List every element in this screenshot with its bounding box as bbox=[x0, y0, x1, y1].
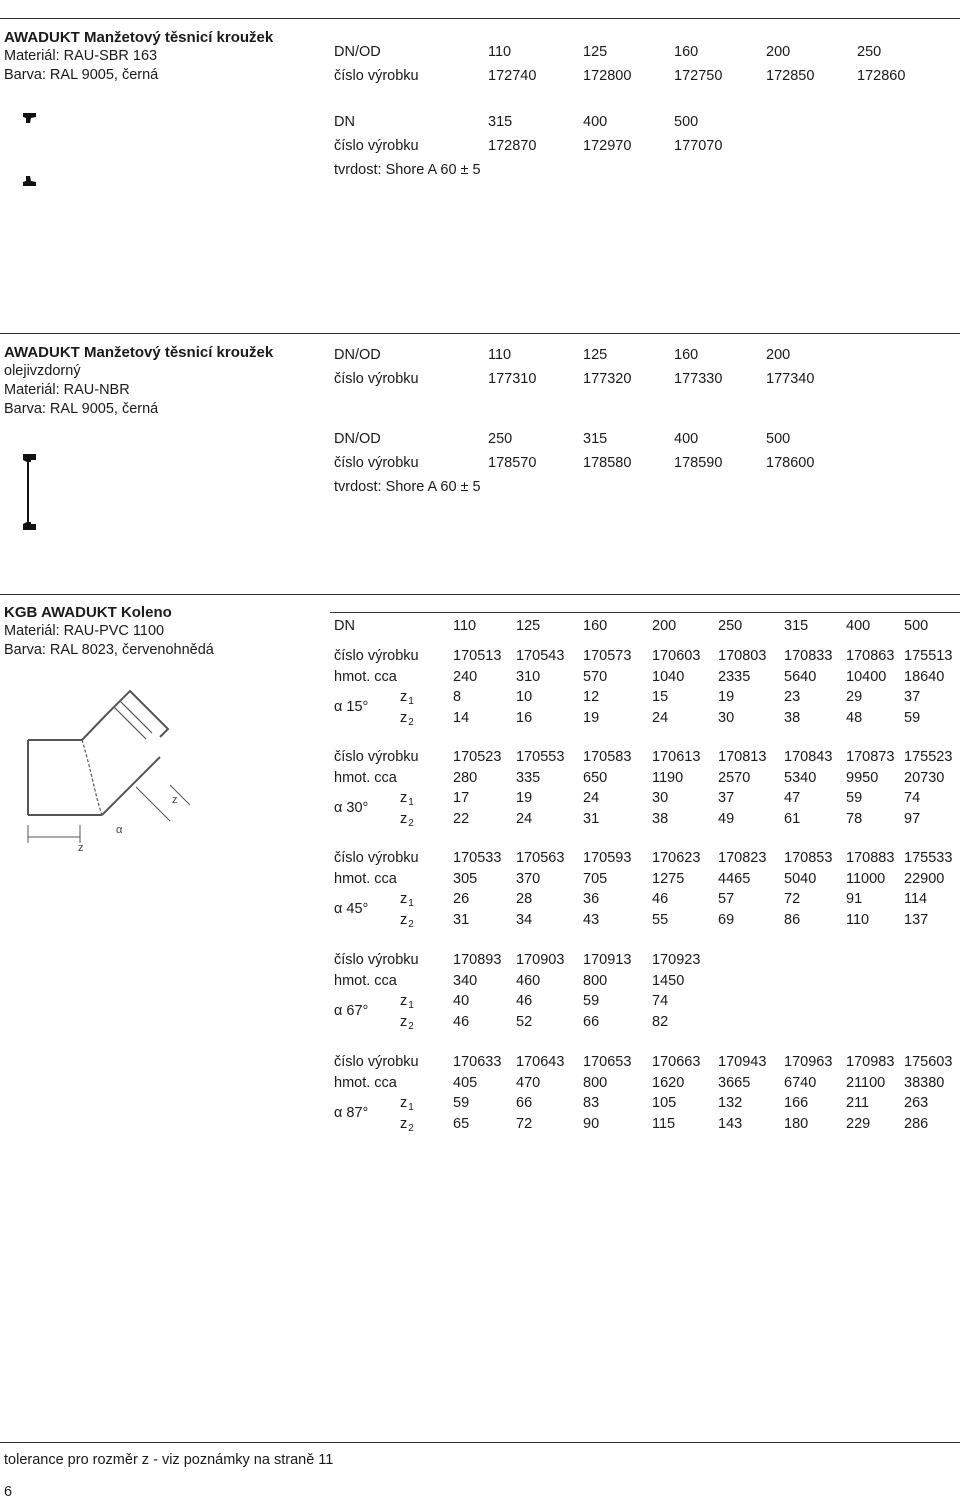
cell: 59 bbox=[846, 790, 863, 806]
cell: 170623 bbox=[652, 850, 701, 866]
cell: 46 bbox=[453, 1013, 470, 1030]
z2-label bbox=[400, 809, 414, 831]
cell: 335 bbox=[516, 769, 541, 786]
cell: 83 bbox=[583, 1095, 600, 1111]
cell: 170643 bbox=[516, 1054, 565, 1070]
row-label: číslo výrobku bbox=[334, 68, 419, 84]
cell: 160 bbox=[674, 347, 699, 363]
dn-value: 400 bbox=[846, 618, 871, 634]
cell: 30 bbox=[718, 709, 735, 726]
cell: 170593 bbox=[583, 850, 632, 866]
cell: 460 bbox=[516, 972, 541, 989]
cell: 74 bbox=[652, 993, 669, 1009]
row-label: číslo výrobku bbox=[334, 749, 419, 765]
z-letter: z bbox=[400, 1013, 408, 1030]
z-subscript: 2 bbox=[408, 1122, 414, 1134]
cell: 125 bbox=[583, 44, 608, 60]
section2-subtitle: olejivzdorný bbox=[4, 363, 81, 379]
row-label: číslo výrobku bbox=[334, 1054, 419, 1070]
cell: 110 bbox=[488, 347, 512, 363]
cell: 9950 bbox=[846, 769, 879, 786]
cell: 5040 bbox=[784, 870, 817, 887]
z-subscript: 1 bbox=[408, 797, 414, 808]
elbow-bend-diagram bbox=[20, 685, 200, 855]
cell: 23 bbox=[784, 689, 801, 705]
cell: 48 bbox=[846, 709, 863, 726]
cell: 405 bbox=[453, 1074, 478, 1091]
cell: 8 bbox=[453, 689, 462, 705]
cell: 1620 bbox=[652, 1074, 685, 1091]
z-subscript: 2 bbox=[408, 1020, 414, 1032]
z-letter: z bbox=[400, 689, 408, 705]
divider-top bbox=[0, 18, 960, 19]
dn-value: 200 bbox=[652, 618, 677, 634]
cell: 650 bbox=[583, 769, 608, 786]
section3-material: Materiál: RAU-PVC 1100 bbox=[4, 623, 165, 639]
cell: 36 bbox=[583, 891, 600, 907]
cell: 59 bbox=[583, 993, 600, 1009]
diagram-label-alpha: α bbox=[116, 824, 123, 836]
cell: 500 bbox=[674, 114, 699, 130]
row-label: číslo výrobku bbox=[334, 138, 419, 154]
cell: 310 bbox=[516, 668, 541, 685]
cell: 46 bbox=[652, 891, 669, 907]
cell: 17 bbox=[453, 790, 470, 806]
cell: 15 bbox=[652, 689, 669, 705]
divider-3 bbox=[0, 594, 960, 595]
dn-value: 315 bbox=[784, 618, 809, 634]
cell: 172970 bbox=[583, 138, 632, 154]
row-label: číslo výrobku bbox=[334, 850, 419, 866]
cell: 72 bbox=[784, 891, 801, 907]
z-letter: z bbox=[400, 709, 408, 726]
cell: 172750 bbox=[674, 68, 723, 84]
section2-color: Barva: RAL 9005, černá bbox=[4, 401, 159, 417]
cell: 55 bbox=[652, 911, 669, 928]
z-subscript: 1 bbox=[408, 898, 414, 909]
cell: 400 bbox=[674, 431, 699, 447]
cell: 286 bbox=[904, 1115, 929, 1132]
cell: 114 bbox=[904, 891, 928, 907]
cell: 125 bbox=[583, 347, 608, 363]
cell: 170833 bbox=[784, 648, 833, 664]
section3-color: Barva: RAL 8023, červenohnědá bbox=[4, 642, 214, 658]
cell: 61 bbox=[784, 810, 801, 827]
diagram-label-z1: z bbox=[78, 842, 84, 854]
cell: 5340 bbox=[784, 769, 817, 786]
cell: 370 bbox=[516, 870, 541, 887]
cell: 200 bbox=[766, 44, 791, 60]
z-letter: z bbox=[400, 993, 408, 1009]
cell: 500 bbox=[766, 431, 791, 447]
section1-description bbox=[4, 28, 273, 85]
cell: 172850 bbox=[766, 68, 815, 84]
cell: 170963 bbox=[784, 1054, 833, 1070]
divider-footer bbox=[0, 1442, 960, 1443]
cell: 43 bbox=[583, 911, 600, 928]
cell: 115 bbox=[652, 1115, 676, 1132]
cell: 178580 bbox=[583, 455, 632, 471]
section2-material: Materiál: RAU-NBR bbox=[4, 382, 130, 398]
cell: 97 bbox=[904, 810, 921, 827]
z-letter: z bbox=[400, 1095, 408, 1111]
cell: 5640 bbox=[784, 668, 817, 685]
cell: 170583 bbox=[583, 749, 632, 765]
cell: 305 bbox=[453, 870, 478, 887]
cell: 177320 bbox=[583, 371, 632, 387]
cell: 78 bbox=[846, 810, 863, 827]
cell: 110 bbox=[846, 911, 870, 928]
z2-label bbox=[400, 1012, 414, 1034]
cell: 6740 bbox=[784, 1074, 817, 1091]
row-label: DN/OD bbox=[334, 347, 381, 363]
cell: 170843 bbox=[784, 749, 833, 765]
cell: 11000 bbox=[846, 870, 886, 887]
elbow-socket-outline bbox=[28, 740, 102, 815]
z1-label bbox=[400, 889, 414, 911]
z-letter: z bbox=[400, 891, 408, 907]
cell: 91 bbox=[846, 891, 863, 907]
angle-label: α 45° bbox=[334, 901, 369, 917]
row-label: číslo výrobku bbox=[334, 952, 419, 968]
divider-dn-header bbox=[330, 612, 960, 613]
cell: 19 bbox=[583, 709, 600, 726]
z1-label bbox=[400, 991, 414, 1013]
cell: 315 bbox=[488, 114, 513, 130]
diagram-label-z2: z bbox=[172, 794, 178, 806]
cell: 22 bbox=[453, 810, 470, 827]
cell: 170983 bbox=[846, 1054, 895, 1070]
z2-label bbox=[400, 708, 414, 730]
cell: 49 bbox=[718, 810, 735, 827]
z-letter: z bbox=[400, 911, 408, 928]
cell: 250 bbox=[488, 431, 513, 447]
cell: 170553 bbox=[516, 749, 565, 765]
cell: 315 bbox=[583, 431, 608, 447]
row-label: DN bbox=[334, 114, 355, 130]
cell: 200 bbox=[766, 347, 791, 363]
dimension-line-z2 bbox=[136, 785, 190, 821]
row-label: hmot. cca bbox=[334, 769, 397, 786]
cell: 263 bbox=[904, 1095, 929, 1111]
z-letter: z bbox=[400, 810, 408, 827]
row-label: číslo výrobku bbox=[334, 371, 419, 387]
cell: 3665 bbox=[718, 1074, 751, 1091]
cell: 105 bbox=[652, 1095, 677, 1111]
cell: 66 bbox=[583, 1013, 600, 1030]
cell: 38 bbox=[652, 810, 669, 827]
cell: 29 bbox=[846, 689, 863, 705]
section2-description bbox=[4, 343, 273, 419]
z2-label bbox=[400, 910, 414, 932]
cell: 570 bbox=[583, 668, 608, 685]
cell: 12 bbox=[583, 689, 600, 705]
cell: 2335 bbox=[718, 668, 751, 685]
cell: 180 bbox=[784, 1115, 809, 1132]
cell: 178600 bbox=[766, 455, 815, 471]
page-number: 6 bbox=[4, 1484, 13, 1500]
cell: 170633 bbox=[453, 1054, 502, 1070]
cell: 177340 bbox=[766, 371, 815, 387]
cell: 40 bbox=[453, 993, 470, 1009]
section2-title: AWADUKT Manžetový těsnicí kroužek bbox=[4, 344, 274, 361]
cell: 38 bbox=[784, 709, 801, 726]
cell: 65 bbox=[453, 1115, 470, 1132]
cell: 20730 bbox=[904, 769, 945, 786]
row-label: hmot. cca bbox=[334, 1074, 397, 1091]
z1-label bbox=[400, 1093, 414, 1115]
cell: 170943 bbox=[718, 1054, 767, 1070]
dimension-line-z1 bbox=[28, 825, 80, 843]
section3-title: KGB AWADUKT Koleno bbox=[4, 604, 172, 621]
cell: 470 bbox=[516, 1074, 541, 1091]
cell: 10400 bbox=[846, 668, 887, 685]
cell: 166 bbox=[784, 1095, 809, 1111]
cell: 170543 bbox=[516, 648, 565, 664]
cell: 31 bbox=[453, 911, 470, 928]
divider-2 bbox=[0, 333, 960, 334]
cell: 28 bbox=[516, 891, 533, 907]
cell: 1190 bbox=[652, 769, 684, 786]
z1-label bbox=[400, 687, 414, 709]
cell: 1040 bbox=[652, 668, 685, 685]
z1-label bbox=[400, 788, 414, 810]
cell: 37 bbox=[904, 689, 921, 705]
cell: 170813 bbox=[718, 749, 767, 765]
cell: 170653 bbox=[583, 1054, 632, 1070]
cell: 19 bbox=[718, 689, 735, 705]
cell: 26 bbox=[453, 891, 470, 907]
cell: 170513 bbox=[453, 648, 502, 664]
dn-label: DN bbox=[334, 618, 355, 634]
cell: 38380 bbox=[904, 1074, 945, 1091]
cell: 30 bbox=[652, 790, 669, 806]
cell: 170863 bbox=[846, 648, 895, 664]
cell: 172740 bbox=[488, 68, 537, 84]
cell: 1275 bbox=[652, 870, 685, 887]
z-subscript: 2 bbox=[408, 918, 414, 930]
cell: 280 bbox=[453, 769, 478, 786]
cell: 19 bbox=[516, 790, 533, 806]
section2-hardness: tvrdost: Shore A 60 ± 5 bbox=[334, 479, 481, 495]
cell: 90 bbox=[583, 1115, 600, 1132]
cell: 175513 bbox=[904, 648, 953, 664]
cell: 177070 bbox=[674, 138, 723, 154]
cell: 72 bbox=[516, 1115, 533, 1132]
section3-description bbox=[4, 603, 214, 660]
cell: 170613 bbox=[652, 749, 701, 765]
cell: 177310 bbox=[488, 371, 537, 387]
cell: 400 bbox=[583, 114, 608, 130]
cell: 170903 bbox=[516, 952, 565, 968]
footer-note: tolerance pro rozměr z - viz poznámky na straně 11 bbox=[4, 1452, 334, 1468]
cell: 211 bbox=[846, 1095, 870, 1111]
cell: 170923 bbox=[652, 952, 701, 968]
dn-value: 500 bbox=[904, 618, 929, 634]
cell: 160 bbox=[674, 44, 699, 60]
cell: 170803 bbox=[718, 648, 767, 664]
z-subscript: 1 bbox=[408, 1102, 414, 1113]
cell: 4465 bbox=[718, 870, 751, 887]
cell: 57 bbox=[718, 891, 735, 907]
z-subscript: 2 bbox=[408, 716, 414, 728]
cell: 47 bbox=[784, 790, 801, 806]
dn-value: 160 bbox=[583, 618, 608, 634]
cell: 172870 bbox=[488, 138, 537, 154]
cell: 21100 bbox=[846, 1074, 886, 1091]
oil-resistant-seal-profile-icon bbox=[20, 452, 42, 532]
cell: 175533 bbox=[904, 850, 953, 866]
cell: 69 bbox=[718, 911, 735, 928]
cell: 340 bbox=[453, 972, 478, 989]
cell: 24 bbox=[516, 810, 533, 827]
dn-value: 110 bbox=[453, 618, 477, 634]
section1-title: AWADUKT Manžetový těsnicí kroužek bbox=[4, 29, 274, 46]
cell: 178570 bbox=[488, 455, 537, 471]
cell: 10 bbox=[516, 689, 533, 705]
cell: 170883 bbox=[846, 850, 895, 866]
seal-ring-profile-icon bbox=[20, 108, 42, 193]
cell: 66 bbox=[516, 1095, 533, 1111]
row-label: číslo výrobku bbox=[334, 455, 419, 471]
row-label: DN/OD bbox=[334, 431, 381, 447]
angle-label: α 30° bbox=[334, 800, 369, 816]
cell: 705 bbox=[583, 870, 608, 887]
cell: 2570 bbox=[718, 769, 751, 786]
cell: 170663 bbox=[652, 1054, 701, 1070]
cell: 170603 bbox=[652, 648, 701, 664]
cell: 86 bbox=[784, 911, 801, 928]
cell: 24 bbox=[583, 790, 600, 806]
elbow-curve bbox=[82, 740, 102, 815]
cell: 170573 bbox=[583, 648, 632, 664]
cell: 175523 bbox=[904, 749, 953, 765]
cell: 175603 bbox=[904, 1054, 953, 1070]
cell: 178590 bbox=[674, 455, 723, 471]
cell: 16 bbox=[516, 709, 533, 726]
z-letter: z bbox=[400, 1115, 408, 1132]
cell: 52 bbox=[516, 1013, 533, 1030]
z-subscript: 1 bbox=[408, 1000, 414, 1011]
cell: 14 bbox=[453, 709, 470, 726]
cell: 110 bbox=[488, 44, 512, 60]
cell: 240 bbox=[453, 668, 478, 685]
cell: 177330 bbox=[674, 371, 723, 387]
cell: 170523 bbox=[453, 749, 502, 765]
z-subscript: 1 bbox=[408, 696, 414, 707]
dn-value: 250 bbox=[718, 618, 743, 634]
section1-color: Barva: RAL 9005, černá bbox=[4, 67, 159, 83]
row-label: DN/OD bbox=[334, 44, 381, 60]
cell: 1450 bbox=[652, 972, 685, 989]
cell: 143 bbox=[718, 1115, 743, 1132]
cell: 170873 bbox=[846, 749, 895, 765]
angle-label: α 15° bbox=[334, 699, 369, 715]
cell: 170563 bbox=[516, 850, 565, 866]
cell: 31 bbox=[583, 810, 600, 827]
cell: 37 bbox=[718, 790, 735, 806]
cell: 170853 bbox=[784, 850, 833, 866]
cell: 59 bbox=[453, 1095, 470, 1111]
cell: 170823 bbox=[718, 850, 767, 866]
cell: 137 bbox=[904, 911, 929, 928]
cell: 170533 bbox=[453, 850, 502, 866]
cell: 132 bbox=[718, 1095, 743, 1111]
row-label: číslo výrobku bbox=[334, 648, 419, 664]
section1-hardness: tvrdost: Shore A 60 ± 5 bbox=[334, 162, 481, 178]
cell: 800 bbox=[583, 1074, 608, 1091]
cell: 34 bbox=[516, 911, 533, 928]
cell: 170893 bbox=[453, 952, 502, 968]
cell: 229 bbox=[846, 1115, 871, 1132]
cell: 18640 bbox=[904, 668, 945, 685]
cell: 46 bbox=[516, 993, 533, 1009]
dn-value: 125 bbox=[516, 618, 541, 634]
cell: 82 bbox=[652, 1013, 669, 1030]
row-label: hmot. cca bbox=[334, 870, 397, 887]
section1-material: Materiál: RAU-SBR 163 bbox=[4, 48, 158, 64]
cell: 800 bbox=[583, 972, 608, 989]
angle-label: α 67° bbox=[334, 1003, 369, 1019]
z2-label bbox=[400, 1114, 414, 1136]
cell: 172800 bbox=[583, 68, 632, 84]
cell: 24 bbox=[652, 709, 669, 726]
cell: 22900 bbox=[904, 870, 945, 887]
z-subscript: 2 bbox=[408, 817, 414, 829]
cell: 74 bbox=[904, 790, 921, 806]
row-label: hmot. cca bbox=[334, 972, 397, 989]
angle-label: α 87° bbox=[334, 1105, 369, 1121]
cell: 172860 bbox=[857, 68, 906, 84]
z-letter: z bbox=[400, 790, 408, 806]
cell: 59 bbox=[904, 709, 921, 726]
cell: 250 bbox=[857, 44, 882, 60]
row-label: hmot. cca bbox=[334, 668, 397, 685]
cell: 170913 bbox=[583, 952, 632, 968]
